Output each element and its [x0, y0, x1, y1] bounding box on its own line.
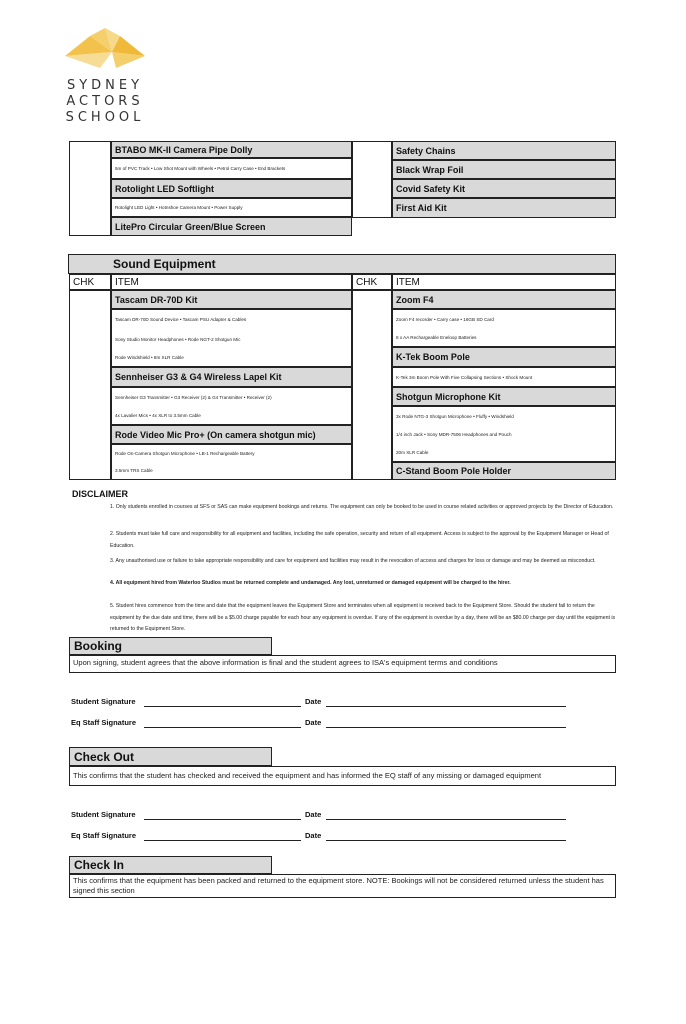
check-box[interactable] — [352, 290, 392, 480]
school-logo — [60, 26, 150, 126]
disclaimer-clause-2: 2. Students must take full care and responsibility for all equipment and facilities, including the safe operation, security and return of all equipment. Access is subject to the approval by the Equipment Manager or Head of Education. — [110, 531, 609, 549]
item-header: ITEM — [392, 274, 616, 290]
item-detail: Sony Studio Monitor Headphones • Rode NGT-2 Shotgun Mic — [111, 329, 352, 349]
item-heading: Rotolight LED Softlight — [111, 179, 352, 198]
item-heading: Covid Safety Kit — [392, 179, 616, 198]
disclaimer-clause-5: 5. Student hires commence from the time and date that the equipment leaves the Equipment Store and terminates when all equipment is received back to the Equipment Store. Should the student fail to return the equipment by the due date and time, there will be a $5.00 charge payable for each hour any equipment is overdue. If any of the equipment is overdue by a day, there will be an $80.00 charge per day until the equipment is returned to the Equipment Store. — [110, 603, 616, 632]
checkout-terms: This confirms that the student has checked and received the equipment and has informed the EQ staff of any missing or damaged equipment — [69, 766, 616, 786]
logo-line-3: SCHOOL — [65, 110, 145, 125]
checkin-title: Check In — [69, 856, 272, 874]
item-header: ITEM — [111, 274, 352, 290]
checkout-staff-signature-line[interactable] — [144, 840, 301, 841]
disclaimer-clause-4: 4. All equipment hired from Waterloo Studios must be returned complete and undamaged. Any lost, unreturned or damaged equipment will be charged to the hirer. — [110, 580, 511, 586]
booking-staff-signature-line[interactable] — [144, 727, 301, 728]
item-detail: Rotolight LED Light • Hotnshoe Camera Mount • Power Supply — [111, 198, 352, 217]
booking-student-signature-line[interactable] — [144, 706, 301, 707]
checkout-staff-date-line[interactable] — [326, 840, 566, 841]
booking-staff-date-label: Date — [305, 718, 322, 727]
item-detail: Rode Windshield • 8m XLR Cable — [111, 349, 352, 367]
item-detail: 3x Rode NTG-3 Shotgun Microphone • Fluffy • Windshield — [392, 406, 616, 425]
logo-star-icon — [60, 26, 150, 70]
booking-title: Booking — [69, 637, 272, 655]
check-box[interactable] — [352, 141, 392, 218]
item-detail: Rode On-Camera Shotgun Microphone • LB-1 Rechargeable Battery — [111, 444, 352, 462]
item-heading: Zoom F4 — [392, 290, 616, 309]
logo-line-1: SYDNEY — [66, 78, 144, 93]
chk-header: CHK — [352, 274, 392, 290]
disclaimer-title: DISCLAIMER — [72, 489, 128, 499]
chk-header: CHK — [69, 274, 111, 290]
check-box[interactable] — [69, 141, 111, 236]
check-box[interactable] — [69, 290, 111, 480]
checkout-date-label: Date — [305, 810, 322, 819]
booking-staff-date-line[interactable] — [326, 727, 566, 728]
item-detail: 20m XLR Cable — [392, 444, 616, 462]
item-detail: Sennheiser G3 Transmitter • G3 Receiver (2) & G4 Transmitter • Receiver (2) — [111, 387, 352, 407]
item-heading: Sennheiser G3 & G4 Wireless Lapel Kit — [111, 367, 352, 387]
item-heading: K-Tek Boom Pole — [392, 347, 616, 367]
booking-student-signature-label: Student Signature — [71, 697, 136, 706]
item-detail: Tascam DR-70D Sound Device • Tascam PSU Adapter & Cables — [111, 309, 352, 329]
checkout-date-line[interactable] — [326, 819, 566, 820]
booking-date-line[interactable] — [326, 706, 566, 707]
checkout-staff-signature-label: Eq Staff Signature — [71, 831, 137, 840]
item-heading: Safety Chains — [392, 141, 616, 160]
item-heading: First Aid Kit — [392, 198, 616, 218]
checkout-student-signature-line[interactable] — [144, 819, 301, 820]
booking-staff-signature-label: Eq Staff Signature — [71, 718, 137, 727]
sound-equipment-label: Sound Equipment — [113, 257, 216, 271]
item-detail: Zoom F4 recorder • Carry case • 16GB SD Card — [392, 309, 616, 329]
item-heading: Tascam DR-70D Kit — [111, 290, 352, 309]
item-heading: Rode Video Mic Pro+ (On camera shotgun mic) — [111, 425, 352, 444]
item-heading: Shotgun Microphone Kit — [392, 387, 616, 406]
item-heading: Black Wrap Foil — [392, 160, 616, 179]
booking-date-label: Date — [305, 697, 322, 706]
checkout-title: Check Out — [69, 747, 272, 766]
item-heading: BTABO MK-II Camera Pipe Dolly — [111, 141, 352, 158]
logo-line-2: ACTORS — [66, 94, 144, 109]
checkin-terms: This confirms that the equipment has been packed and returned to the equipment store. NOTE: Bookings will not be considered returned unless the student has signed this section — [69, 874, 616, 898]
booking-terms: Upon signing, student agrees that the above information is final and the student agrees to ISA's equipment terms and conditions — [69, 655, 616, 673]
checkout-staff-date-label: Date — [305, 831, 322, 840]
item-heading: C-Stand Boom Pole Holder — [392, 462, 616, 480]
item-heading: LitePro Circular Green/Blue Screen — [111, 217, 352, 236]
item-detail: 5m of PVC Track • Low Shot Mount with Wheels • Petrol Carry Case • End Brackets — [111, 158, 352, 179]
item-detail: K-Tek 3m Boom Pole With Five Collapsing Sections • Shock Mount — [392, 367, 616, 387]
item-detail: 1/4 inch Jack • Sony MDR-7506 Headphones and Pouch — [392, 425, 616, 444]
item-detail: 8 x AA Rechargeable Eneloop Batteries — [392, 329, 616, 347]
disclaimer-clause-3: 3. Any unauthorised use or failure to take appropriate responsibility and care for equipment and facilities may result in the revocation of access and charges for loss or damage and may be deemed as misconduct. — [110, 558, 596, 564]
disclaimer-clause-1: 1. Only students enrolled in courses at SFS or SAS can make equipment bookings and returns. The equipment can only be booked to be used in course related activities or approved projects by the Director of Education. — [110, 504, 614, 510]
item-detail: 3.5mm TRS Cable — [111, 462, 352, 480]
checkout-student-signature-label: Student Signature — [71, 810, 136, 819]
item-detail: 4x Lavalier Mics • 4x XLR to 3.5mm Cable — [111, 407, 352, 425]
sound-equipment-title — [68, 254, 616, 274]
